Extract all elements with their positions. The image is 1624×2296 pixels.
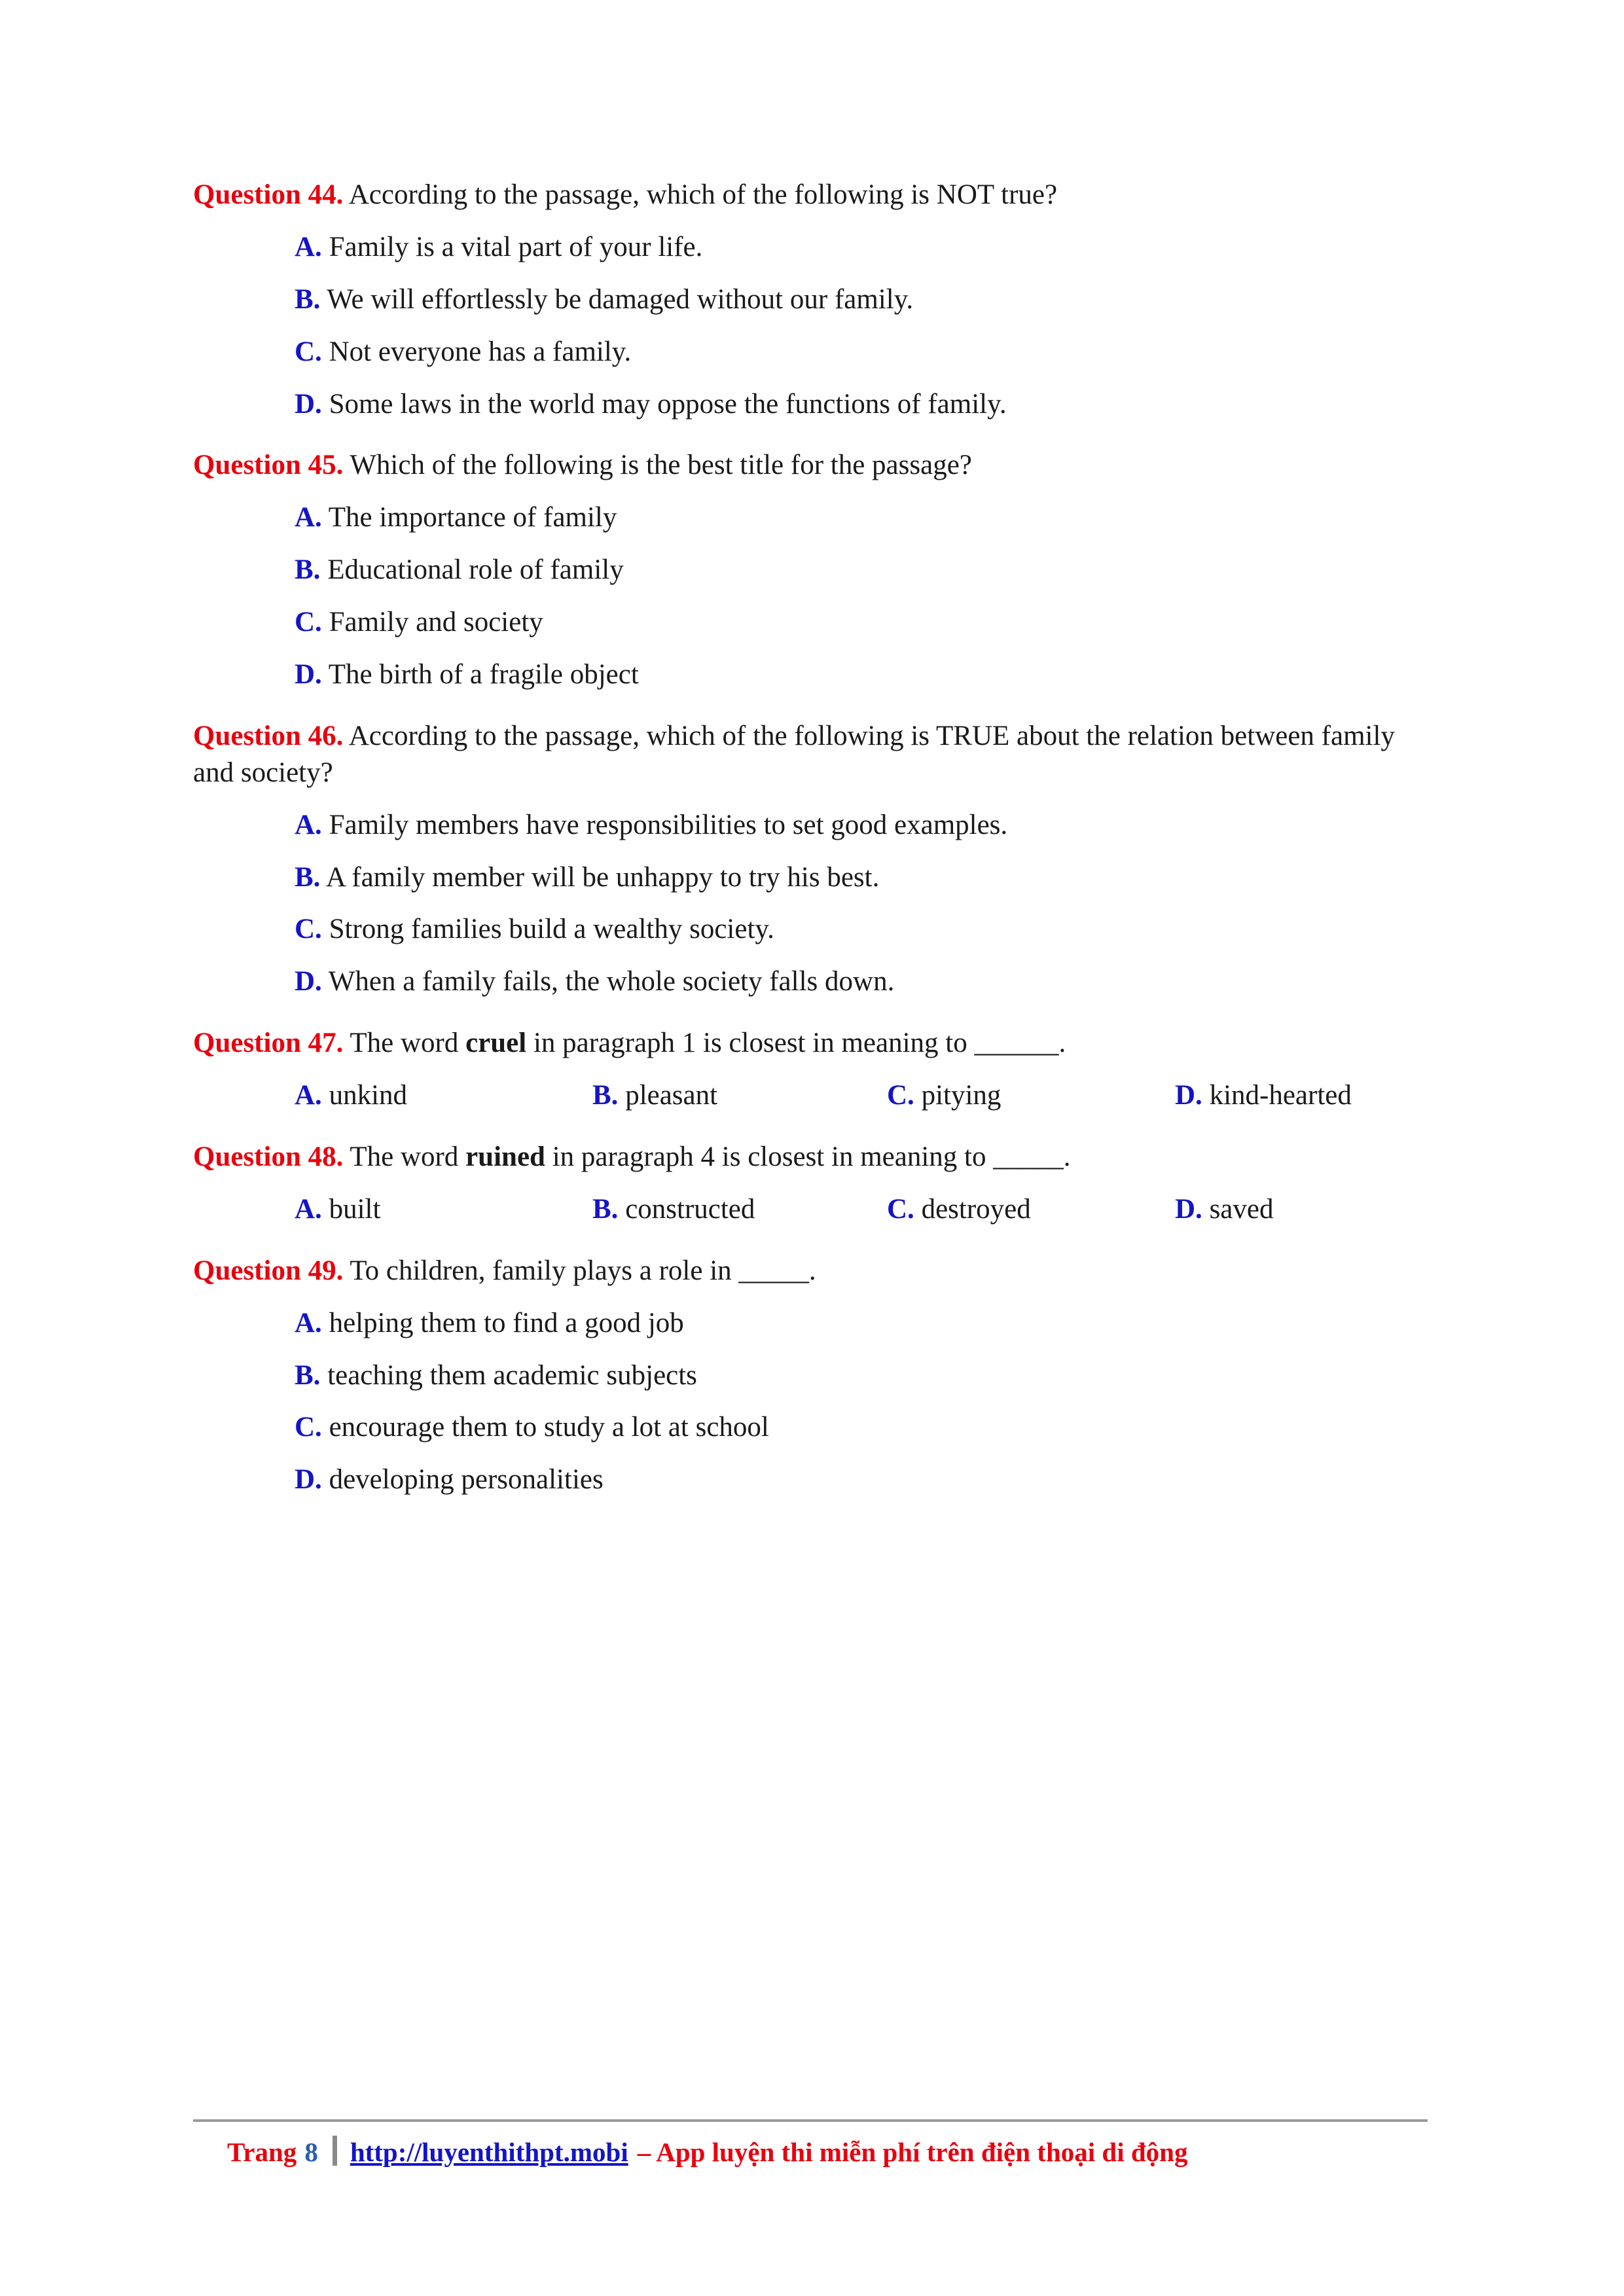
question-47-option-b[interactable] (592, 1077, 887, 1114)
option-text: pitying (914, 1080, 1001, 1111)
option-text: saved (1202, 1193, 1274, 1225)
option-text: The birth of a fragile object (321, 659, 639, 691)
spacer (193, 1244, 1428, 1253)
option-text: constructed (618, 1193, 755, 1225)
question-46-prompt (193, 718, 1428, 791)
question-block-48 (193, 1139, 1428, 1228)
spacer (193, 1016, 1428, 1025)
question-48-option-b[interactable] (592, 1191, 887, 1228)
question-45-option-a[interactable] (193, 499, 1428, 536)
option-text: helping them to find a good job (321, 1307, 684, 1338)
option-text: developing personalities (321, 1464, 604, 1496)
question-47-text-before: The word (343, 1028, 466, 1059)
question-48-keyword: ruined (465, 1141, 545, 1173)
option-text: Family members have responsibilities to set good examples. (321, 809, 1008, 840)
option-text: built (321, 1193, 381, 1225)
question-49-prompt (193, 1253, 1428, 1289)
option-letter: C. (887, 1193, 914, 1225)
spacer (193, 709, 1428, 718)
question-49-label: Question 49. (193, 1255, 344, 1286)
question-block-47 (193, 1025, 1428, 1114)
option-text: Strong families build a wealthy society. (321, 914, 774, 945)
question-48-option-d[interactable] (1175, 1191, 1437, 1228)
question-44-option-a[interactable] (193, 229, 1428, 266)
option-letter: C. (295, 914, 322, 945)
option-letter: D. (1175, 1080, 1202, 1111)
question-44-option-b[interactable] (193, 281, 1428, 318)
question-45-option-b[interactable] (193, 552, 1428, 588)
question-45-option-c[interactable] (193, 604, 1428, 641)
question-block-45 (193, 447, 1428, 692)
option-letter: B. (295, 283, 321, 315)
question-block-46 (193, 718, 1428, 1000)
option-letter: C. (295, 1412, 322, 1443)
question-47-label: Question 47. (193, 1028, 344, 1059)
spacer (193, 1130, 1428, 1139)
question-46-option-a[interactable] (193, 807, 1428, 844)
option-text: Family and society (321, 607, 543, 638)
question-47-text-after: in paragraph 1 is closest in meaning to ______. (526, 1028, 1066, 1059)
spacer (193, 438, 1428, 447)
question-48-text-before: The word (343, 1141, 466, 1173)
question-44-option-d[interactable] (193, 386, 1428, 423)
option-letter: B. (295, 1359, 321, 1391)
question-48-prompt (193, 1139, 1428, 1175)
question-49-option-b[interactable] (193, 1357, 1428, 1394)
question-49-option-a[interactable] (193, 1305, 1428, 1342)
option-text: We will effortlessly be damaged without our family. (320, 283, 914, 315)
question-45-text: Which of the following is the best title for the passage? (343, 450, 972, 481)
question-45-label: Question 45. (193, 450, 344, 481)
question-44-option-c[interactable] (193, 334, 1428, 370)
option-text: Some laws in the world may oppose the functions of family. (321, 388, 1007, 420)
question-49-option-d[interactable] (193, 1462, 1428, 1498)
option-letter: C. (295, 336, 322, 367)
option-letter: C. (887, 1080, 914, 1111)
option-letter: B. (592, 1080, 619, 1111)
option-text: The importance of family (321, 502, 617, 533)
option-text: destroyed (914, 1193, 1031, 1225)
question-46-option-b[interactable] (193, 859, 1428, 896)
footer-page-number: 8 (304, 2137, 318, 2167)
question-47-option-a[interactable] (295, 1077, 592, 1114)
question-block-44 (193, 177, 1428, 422)
page-footer (193, 2119, 1428, 2168)
option-letter: D. (295, 966, 322, 997)
question-46-option-c[interactable] (193, 911, 1428, 948)
option-text: teaching them academic subjects (320, 1359, 697, 1391)
question-block-49 (193, 1253, 1428, 1498)
footer-content (193, 2131, 1428, 2168)
question-48-option-c[interactable] (887, 1191, 1175, 1228)
option-letter: D. (295, 1464, 322, 1496)
footer-vertical-bar (333, 2136, 337, 2166)
question-44-prompt (193, 177, 1428, 213)
option-text: Not everyone has a family. (321, 336, 632, 367)
question-49-option-c[interactable] (193, 1409, 1428, 1446)
question-48-options-row (193, 1191, 1428, 1228)
question-48-text-after: in paragraph 4 is closest in meaning to _____. (545, 1141, 1071, 1173)
question-46-option-d[interactable] (193, 963, 1428, 1000)
question-44-text: According to the passage, which of the following is NOT true? (343, 179, 1058, 210)
footer-url-link[interactable]: http://luyenthithpt.mobi (350, 2137, 628, 2167)
footer-tagline: – App luyện thi miễn phí trên điện thoại di động (637, 2137, 1188, 2167)
option-text: When a family fails, the whole society falls down. (321, 966, 895, 997)
option-letter: A. (295, 1193, 322, 1225)
option-text: Family is a vital part of your life. (321, 231, 703, 262)
question-46-text: According to the passage, which of the following is TRUE about the relation between family and society? (193, 720, 1395, 788)
option-letter: D. (295, 659, 322, 691)
option-letter: A. (295, 231, 322, 262)
option-text: unkind (321, 1080, 408, 1111)
option-letter: B. (592, 1193, 619, 1225)
option-text: pleasant (618, 1080, 718, 1111)
question-45-prompt (193, 447, 1428, 484)
option-letter: D. (1175, 1193, 1202, 1225)
option-letter: A. (295, 809, 322, 840)
question-47-option-c[interactable] (887, 1077, 1175, 1114)
footer-divider-rule (193, 2119, 1428, 2122)
option-letter: D. (295, 388, 322, 420)
question-48-label: Question 48. (193, 1141, 344, 1173)
option-letter: A. (295, 1080, 322, 1111)
option-letter: A. (295, 502, 322, 533)
option-letter: B. (295, 861, 321, 893)
option-text: kind-hearted (1202, 1080, 1352, 1111)
question-45-option-d[interactable] (193, 656, 1428, 693)
option-text: A family member will be unhappy to try his best. (320, 861, 880, 893)
option-letter: C. (295, 607, 322, 638)
option-text: encourage them to study a lot at school (321, 1412, 769, 1443)
question-47-options-row (193, 1077, 1428, 1114)
option-letter: B. (295, 554, 321, 586)
question-48-option-a[interactable] (295, 1191, 592, 1228)
option-letter: A. (295, 1307, 322, 1338)
question-44-label: Question 44. (193, 179, 344, 210)
question-49-text: To children, family plays a role in _____. (343, 1255, 816, 1286)
question-46-label: Question 46. (193, 720, 344, 751)
question-47-option-d[interactable] (1175, 1077, 1437, 1114)
question-47-keyword: cruel (465, 1028, 527, 1059)
question-47-prompt (193, 1025, 1428, 1062)
option-text: Educational role of family (320, 554, 624, 586)
footer-page-word: Trang (227, 2137, 297, 2167)
